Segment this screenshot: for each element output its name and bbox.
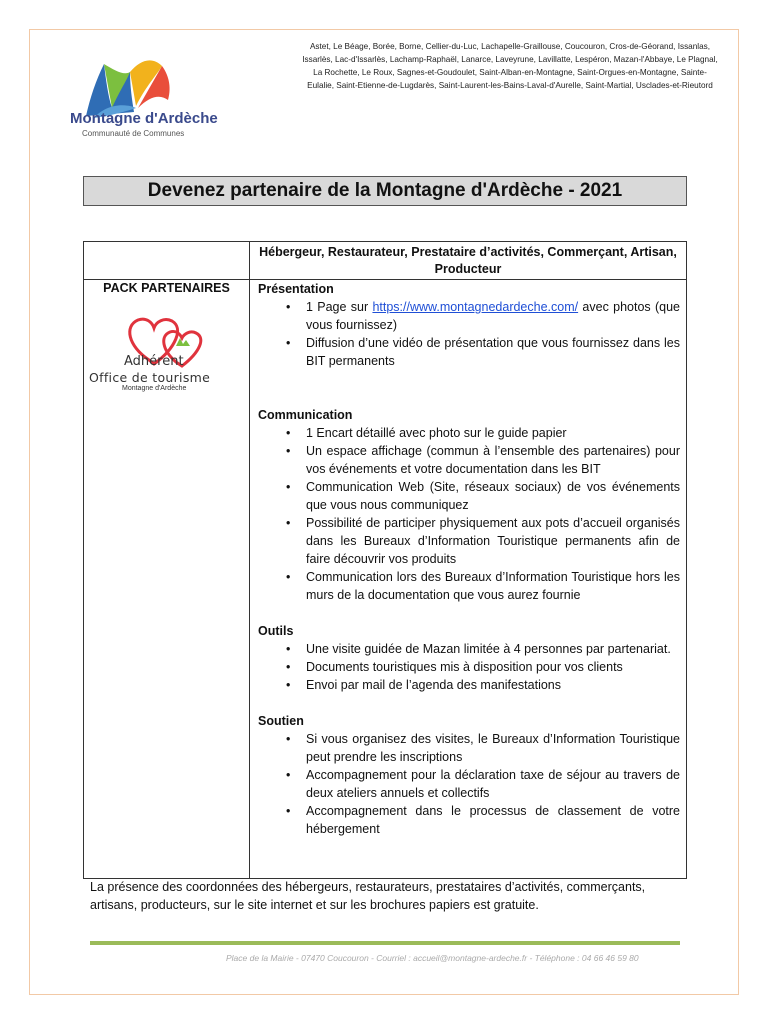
section-title-presentation: Présentation <box>258 282 334 296</box>
list-item: • Une visite guidée de Mazan limitée à 4 personnes par partenariat. <box>306 640 680 658</box>
table-header-cell: Hébergeur, Restaurateur, Prestataire d’activités, Commerçant, Artisan, Producteur <box>259 245 677 276</box>
table-column-divider <box>249 242 250 878</box>
website-link[interactable]: https://www.montagnedardeche.com/ <box>372 300 579 314</box>
list-item-text: avec photos (que vous fournissez) <box>306 300 680 332</box>
section-title-communication: Communication <box>258 408 353 422</box>
badge-line-2: Office de tourisme <box>89 370 211 385</box>
logo-name: Montagne d'Ardèche <box>70 110 218 127</box>
list-item: • Diffusion d’une vidéo de présentation que vous fournissez dans les BIT permanents <box>306 334 680 370</box>
pack-content <box>258 280 680 838</box>
logo-subtitle: Communauté de Communes <box>82 129 185 138</box>
green-divider <box>90 941 680 945</box>
badge-line-3: Montagne d'Ardèche <box>122 385 187 392</box>
soutien-list <box>258 730 680 838</box>
footnote: La présence des coordonnées des hébergeurs, restaurateurs, prestataires d’activités, commerçants, artisans, producteurs, sur le site internet et sur les brochures papiers est gratuite. <box>90 880 646 912</box>
communication-list <box>258 424 680 604</box>
communes-list: Astet, Le Béage, Borée, Borne, Cellier-du-Luc, Lachapelle-Graillouse, Coucouron, Cros-de-Géorand, Issanlas, Issarlès, Lac-d'Issarlès, Lachamp-Raphaël, Lanarce, Laveyrune, Lavillatte, Lespéron, Mazan-l'Abbaye, Le Plagnal, La Rochette, Le Roux, Sagnes-et-Goudoulet, Saint-Alban-en-Montagne, Saint-Orgues-en-Montagne, Sainte-Eulalie, Saint-Etienne-de-Lugdarès, Saint-Laurent-les-Bains-Laval-d'Aurelle, Saint-Martial, Usclades-et-Rieutord <box>302 42 718 90</box>
list-item: • Communication Web (Site, réseaux sociaux) de vos événements que vous nous communiquez <box>306 478 680 514</box>
partner-pack-table <box>83 241 687 879</box>
list-item: • Possibilité de participer physiquement aux pots d’accueil organisés dans les Bureaux d’Information Touristique permanents afin de faire découvrir vos produits <box>306 514 680 568</box>
list-item: • Communication lors des Bureaux d’Information Touristique hors les murs de la documentation que vous aurez fournie <box>306 568 680 604</box>
list-item: • Documents touristiques mis à disposition pour vos clients <box>306 658 680 676</box>
document-title: Devenez partenaire de la Montagne d'Ardèche - 2021 <box>83 176 687 206</box>
pack-label: PACK PARTENAIRES <box>103 281 230 295</box>
outils-list <box>258 640 680 694</box>
section-title-soutien: Soutien <box>258 714 304 728</box>
list-item: • Envoi par mail de l’agenda des manifestations <box>306 676 680 694</box>
list-item: • Accompagnement pour la déclaration taxe de séjour au travers de deux ateliers annuels et collectifs <box>306 766 680 802</box>
list-item: • Un espace affichage (commun à l’ensemble des partenaires) pour vos événements et votre documentation dans les BIT <box>306 442 680 478</box>
list-item: • 1 Encart détaillé avec photo sur le guide papier <box>306 424 680 442</box>
list-item-text: 1 Page sur <box>306 300 373 314</box>
badge-line-1: Adhérent <box>124 354 184 369</box>
footer-contact: Place de la Mairie - 07470 Coucouron - Courriel : accueil@montagne-ardeche.fr - Téléphone : 04 66 46 59 80 <box>226 953 639 963</box>
section-title-outils: Outils <box>258 624 294 638</box>
presentation-list <box>258 298 680 370</box>
list-item <box>306 298 680 334</box>
list-item: • Si vous organisez des visites, le Bureaux d’Information Touristique peut prendre les inscriptions <box>306 730 680 766</box>
list-item: • Accompagnement dans le processus de classement de votre hébergement <box>306 802 680 838</box>
